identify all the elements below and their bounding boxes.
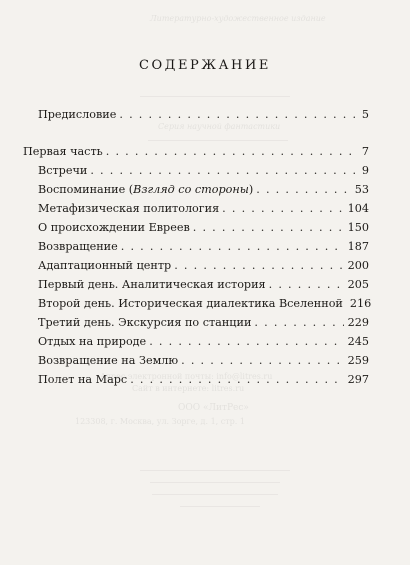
- toc-leader-dots: [106, 145, 358, 159]
- toc-entry-origin[interactable]: [38, 221, 369, 235]
- toc-entry-page: 9: [361, 164, 369, 177]
- toc-entry-metaphysical-politology[interactable]: [38, 202, 369, 216]
- toc-entry-label: Полет на Марс: [38, 373, 128, 386]
- ghost-mid-line: Серия научной фантастики: [158, 122, 281, 131]
- toc-leader-dots: [130, 373, 343, 387]
- toc-entry-label: О происхождении Евреев: [38, 221, 190, 234]
- toc-entry-flight-to-mars[interactable]: [38, 373, 369, 387]
- toc-entry-day-one[interactable]: [38, 278, 369, 292]
- toc-entry-page: 229: [347, 316, 369, 329]
- toc-entry-page: 216: [349, 297, 372, 310]
- toc-leader-dots: [269, 278, 344, 292]
- ghost-top-line: Литературно-художественное издание: [150, 14, 326, 23]
- toc-leader-dots: [174, 259, 343, 273]
- toc-leader-dots: [90, 164, 358, 178]
- toc-entry-page: 53: [354, 183, 369, 196]
- toc-leader-dots: [119, 108, 358, 122]
- toc-entry-page: 205: [347, 278, 369, 291]
- toc-entry-label: Первый день. Аналитическая история: [38, 278, 266, 291]
- toc-entry-page: 7: [361, 145, 369, 158]
- toc-leader-dots: [254, 316, 343, 330]
- toc-entry-day-three[interactable]: [38, 316, 369, 330]
- toc-entry-page: 5: [361, 108, 369, 121]
- toc-entry-part-one[interactable]: [23, 145, 369, 159]
- toc-leader-dots: [222, 202, 343, 216]
- toc-entry-page: 187: [347, 240, 369, 253]
- toc-leader-dots: [121, 240, 344, 254]
- toc-entry-return[interactable]: [38, 240, 369, 254]
- toc-leader-dots: [256, 183, 351, 197]
- toc-entry-page: 200: [347, 259, 369, 272]
- toc-leader-dots: [149, 335, 343, 349]
- toc-entry-page: 150: [347, 221, 369, 234]
- toc-entry-label: Встречи: [38, 164, 88, 177]
- ghost-email-line: Адрес электронной почты: info@litres.ru: [100, 372, 273, 381]
- toc-entry-preface[interactable]: [38, 108, 369, 122]
- ghost-site-line: Сайт в интернете: litres.ru: [132, 384, 245, 393]
- toc-entry-label: Предисловие: [38, 108, 117, 121]
- toc-entry-page: 259: [347, 354, 369, 367]
- toc-entry-label: Отдых на природе: [38, 335, 147, 348]
- toc-title: СОДЕРЖАНИЕ: [138, 58, 272, 73]
- toc-entry-label: Возвращение на Землю: [38, 354, 179, 367]
- toc-entry-adaptation-center[interactable]: [38, 259, 369, 273]
- toc-entry-label: Метафизическая политология: [38, 202, 220, 215]
- toc-entry-page: 297: [347, 373, 369, 386]
- toc-entry-label: Третий день. Экскурсия по станции: [38, 316, 252, 329]
- toc-leader-dots: [193, 221, 344, 235]
- toc-entry-label: Адаптационный центр: [38, 259, 172, 272]
- toc-entry-rest-in-nature[interactable]: [38, 335, 369, 349]
- toc-entry-italic-part: Взгляд со стороны: [133, 183, 249, 196]
- toc-leader-dots: [181, 354, 344, 368]
- ghost-address-line: 123308, г. Москва, ул. Зорге, д. 1, стр. 1: [75, 417, 245, 426]
- toc-entry-label: Первая часть: [23, 145, 103, 158]
- toc-entry-label: Воспоминание (Взгляд со стороны): [38, 183, 254, 196]
- toc-entry-day-two[interactable]: [38, 297, 372, 311]
- toc-entry-label: Второй день. Историческая диалектика Вселенной: [38, 297, 343, 310]
- toc-entry-label: Возвращение: [38, 240, 118, 253]
- toc-entry-recollection[interactable]: [38, 183, 369, 197]
- toc-entry-return-to-earth[interactable]: [38, 354, 369, 368]
- ghost-publisher-line: ООО «ЛитРес»: [178, 403, 249, 413]
- toc-entry-page: 245: [347, 335, 369, 348]
- toc-entry-page: 104: [347, 202, 369, 215]
- toc-entry-meetings[interactable]: [38, 164, 369, 178]
